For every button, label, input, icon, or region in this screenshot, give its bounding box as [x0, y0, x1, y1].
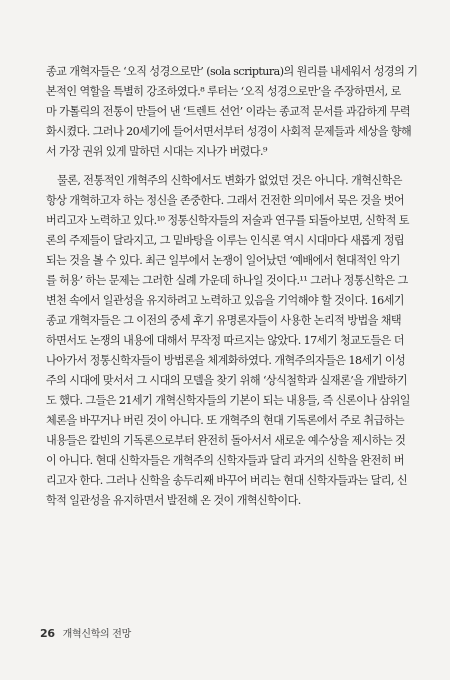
- text-line: 하면서도 논쟁의 내용에 대해서 무작정 따르지는 않았다. 17세기 청교도들은 더: [46, 334, 404, 347]
- text-line: 리고자 한다. 그러나 신학을 송두리째 바꾸어 버리는 현대 신학자들과는 달리, 신: [46, 474, 408, 487]
- text-line: 체론을 바꾸거나 버린 것이 아니다. 또 개혁주의 현대 기독론에서 주로 취급하는: [46, 414, 405, 427]
- text-line: 서 가장 권위 있게 말하던 시대는 지나가 버렸다.⁹: [46, 145, 267, 158]
- paragraph-2: [46, 171, 418, 511]
- page-footer: [40, 625, 131, 640]
- text-line: 항상 개혁하고자 하는 정신을 존중한다. 그래서 건전한 의미에서 묵은 것을 벗어: [46, 194, 405, 207]
- text-line: 본적인 역할을 특별히 강조하였다.⁸ 루터는 ‘오직 성경으로만’을 주장하면서, 로: [46, 85, 401, 98]
- body-text: [46, 62, 418, 511]
- paragraph-1: [46, 62, 418, 162]
- text-line: 주의 시대에 맞서서 그 시대의 모델을 찾기 위해 ‘상식철학과 실재론’을 개발하기: [46, 374, 408, 387]
- text-line: 마 가톨릭의 전통이 만들어 낸 ‘트렌트 선언’ 이라는 종교적 문서를 과감하게 무력: [46, 105, 411, 118]
- text-line: 를 허용’ 하는 문제는 그러한 실례 가운데 하나일 것이다.¹¹ 그러나 정통신학은 그: [46, 274, 408, 287]
- text-line: 내용들은 칼빈의 기독론으로부터 완전히 돌아서서 새로운 예수상을 제시하는 것: [46, 434, 406, 447]
- page-number: 26: [40, 627, 55, 640]
- text-line: 물론, 전통적인 개혁주의 신학에서도 변화가 없었던 것은 아니다. 개혁신학은: [57, 174, 402, 187]
- text-line: 화시켰다. 그러나 20세기에 들어서면서부터 성경이 사회적 문제들과 세상을 향해: [46, 125, 412, 138]
- text-line: 도 했다. 그들은 21세기 개혁신학자들의 기본이 되는 내용들, 즉 신론이나 삼위일: [46, 394, 410, 407]
- text-line: 버리고자 노력하고 있다.¹⁰ 정통신학자들의 저술과 연구를 되돌아보면, 신학적 토: [46, 214, 409, 227]
- paragraph-gap: [46, 162, 418, 171]
- text-line: 학적 일관성을 유지하면서 발전해 온 것이 개혁신학이다.: [46, 494, 301, 507]
- text-line: 이 아니다. 현대 신학자들은 개혁주의 신학자들과 달리 과거의 신학을 완전히 버: [46, 454, 405, 467]
- text-line: 론의 주제들이 달라지고, 그 밑바탕을 이루는 인식론 역시 시대마다 새롭게 정립: [46, 234, 405, 247]
- running-title: 개혁신학의 전망: [62, 629, 132, 640]
- text-line: 변천 속에서 일관성을 유지하려고 노력하고 있음을 기억해야 할 것이다. 16세기: [46, 294, 404, 307]
- text-line: 종교 개혁자들은 ‘오직 성경으로만’ (sola scriptura)의 원리를 내세워서 성경의 기: [46, 65, 418, 78]
- text-line: 종교 개혁자들은 그 이전의 중세 후기 유명론자들이 사용한 논리적 방법을 채택: [46, 314, 402, 327]
- text-line: 나아가서 정통신학자들이 방법론을 체계화하였다. 개혁주의자들은 18세기 이성: [46, 354, 406, 367]
- text-line: 되는 것을 볼 수 있다. 최근 일부에서 논쟁이 일어났던 ‘예배에서 현대적인 악기: [46, 254, 400, 267]
